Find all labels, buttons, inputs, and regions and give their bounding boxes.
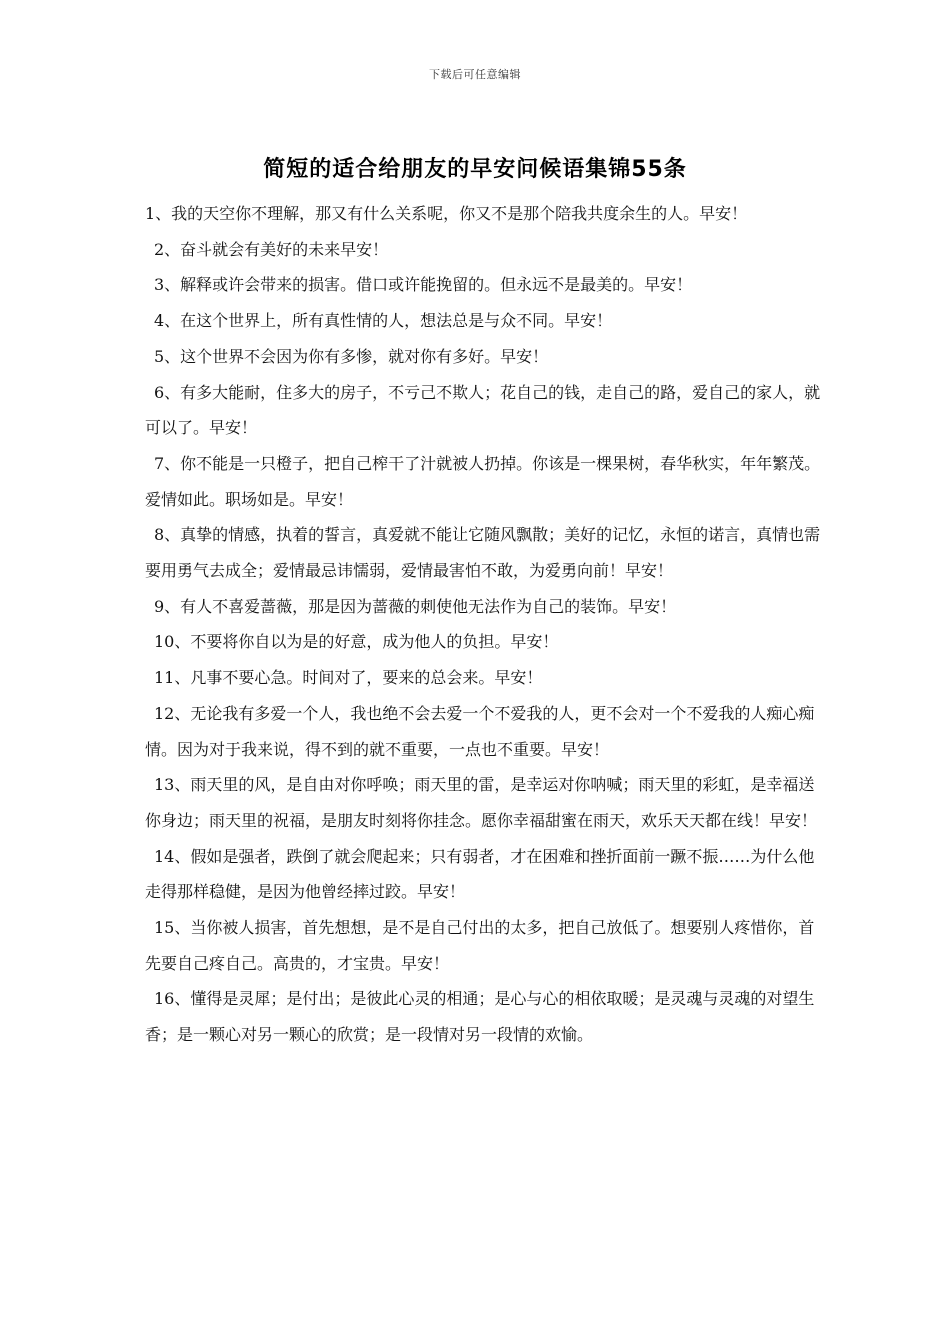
paragraph-4: 4、在这个世界上，所有真性情的人，想法总是与众不同。早安！ [154,311,613,331]
paragraph-12: 12、无论我有多爱一个人，我也绝不会去爱一个不爱我的人，更不会对一个不爱我的人痴心痴情。因为对于我来说，得不到的就不重要，一点也不重要。早安！ [145,703,815,759]
paragraph-9: 9、有人不喜爱蔷薇，那是因为蔷薇的刺使他无法作为自己的装饰。早安！ [154,596,677,616]
paragraph-13: 13、雨天里的风，是自由对你呼唤；雨天里的雷，是幸运对你呐喊；雨天里的彩虹，是幸福送你身边；雨天里的祝福，是朋友时刻将你挂念。愿你幸福甜蜜在雨天，欢乐天天都在线！早安！ [145,775,818,830]
paragraph-6: 6、有多大能耐，住多大的房子，不亏己不欺人；花自己的钱，走自己的路，爱自己的家人，就可以了。早安！ [145,382,821,438]
document-body [145,196,825,1053]
paragraph-14: 14、假如是强者，跌倒了就会爬起来；只有弱者，才在困难和挫折面前一蹶不振……为什么他走得那样稳健，是因为他曾经摔过跤。早安！ [145,846,815,902]
page-title: 简短的适合给朋友的早安问候语集锦55条 [263,157,687,182]
paragraph-8: 8、真挚的情感，执着的誓言，真爱就不能让它随风飘散；美好的记忆，永恒的诺言，真情也需要用勇气去成全；爱情最忌讳懦弱，爱情最害怕不敢，为爱勇向前！早安！ [145,525,821,581]
paragraph-5: 5、这个世界不会因为你有多惨，就对你有多好。早安！ [154,346,549,366]
paragraph-7: 7、你不能是一只橙子，把自己榨干了汁就被人扔掉。你该是一棵果树，春华秋实，年年繁茂。爱情如此。职场如是。早安！ [145,453,821,509]
paragraph-3: 3、解释或许会带来的损害。借口或许能挽留的。但永远不是最美的。早安！ [154,275,693,295]
paragraph-10: 10、不要将你自以为是的好意，成为他人的负担。早安！ [154,632,559,652]
header-note: 下载后可任意编辑 [429,68,521,81]
paragraph-2: 2、奋斗就会有美好的未来早安！ [154,239,389,259]
paragraph-1: 1、我的天空你不理解，那又有什么关系呢，你又不是那个陪我共度余生的人。早安！ [145,204,748,223]
paragraph-11: 11、凡事不要心急。时间对了，要来的总会来。早安！ [154,668,543,688]
paragraph-15: 15、当你被人损害，首先想想，是不是自己付出的太多，把自己放低了。想要别人疼惜你，首先要自己疼自己。高贵的，才宝贵。早安！ [145,918,815,973]
paragraph-16: 16、懂得是灵犀；是付出；是彼此心灵的相通；是心与心的相依取暖；是灵魂与灵魂的对望生香；是一颗心对另一颗心的欣赏；是一段情对另一段情的欢愉。 [145,989,815,1045]
